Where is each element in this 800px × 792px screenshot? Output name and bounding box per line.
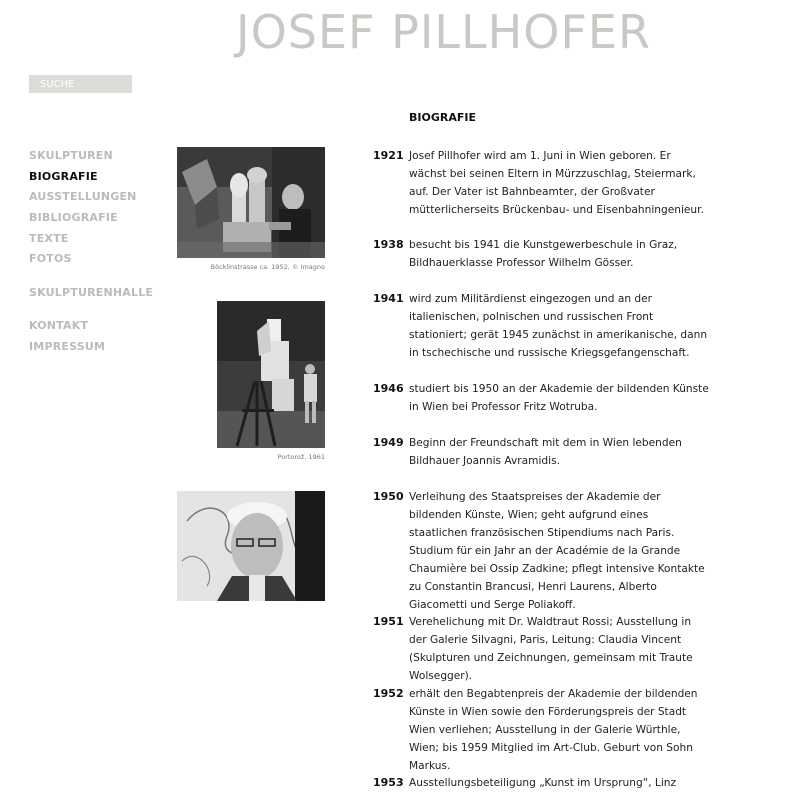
entry-year: 1952: [373, 687, 404, 700]
nav-item-bibliografie[interactable]: BIBLIOGRAFIE: [29, 211, 118, 224]
search-input[interactable]: [29, 75, 132, 93]
nav-item-biografie[interactable]: BIOGRAFIE: [29, 170, 98, 183]
site-title[interactable]: JOSEF PILLHOFER: [236, 5, 651, 59]
entry-text: Verleihung des Staatspreises der Akademie der bildenden Künste, Wien; geht aufgrund eines staatlichen französischen Stipendiums nach Paris. Studium für ein Jahr an der Académie de la Grande Chaumière bei Ossip Zadkine; pflegt intensive Kontakte zu Constantin Brancusi, Henri Laurens, Alberto Giacometti und Serge Poliakoff.: [409, 491, 705, 611]
entry-text: erhält den Begabtenpreis der Akademie der bildenden Künste in Wien sowie den Förderungspreis der Stadt Wien verliehen; Ausstellung in der Galerie Würthle, Wien; bis 1959 Mitglied im Art-Club. Geburt von Sohn Markus.: [409, 688, 698, 772]
nav-item-impressum[interactable]: IMPRESSUM: [29, 340, 106, 353]
nav-item-texte[interactable]: TEXTE: [29, 232, 69, 245]
photo-caption: Portorož, 1961: [277, 453, 325, 461]
photo-portrait: [177, 491, 325, 601]
entry-text: Josef Pillhofer wird am 1. Juni in Wien geboren. Er wächst bei seinen Eltern in Mürzzuschlag, Steiermark, auf. Der Vater ist Bahnbeamter, der Großvater mütterlicherseits Brückenbau- und Eisenbahningenieur.: [409, 150, 704, 216]
nav-item-skulpturenhalle[interactable]: SKULPTURENHALLE: [29, 286, 154, 299]
photo-studio: [177, 147, 325, 258]
entry-year: 1949: [373, 436, 404, 449]
entry-year: 1950: [373, 490, 404, 503]
entry-year: 1941: [373, 292, 404, 305]
entry-text: besucht bis 1941 die Kunstgewerbeschule in Graz, Bildhauerklasse Professor Wilhelm Gösser.: [409, 239, 678, 269]
nav-item-fotos[interactable]: FOTOS: [29, 252, 72, 265]
entry-year: 1921: [373, 149, 404, 162]
entry-text: Beginn der Freundschaft mit dem in Wien lebenden Bildhauer Joannis Avramidis.: [409, 437, 682, 467]
entry-year: 1951: [373, 615, 404, 628]
photo-caption: Böcklinstrasse ca. 1952, © Imagno: [210, 263, 325, 271]
nav-item-ausstellungen[interactable]: AUSSTELLUNGEN: [29, 190, 137, 203]
entry-year: 1938: [373, 238, 404, 251]
nav-item-kontakt[interactable]: KONTAKT: [29, 319, 89, 332]
entry-text: Verehelichung mit Dr. Waldtraut Rossi; Ausstellung in der Galerie Silvagni, Paris, Leitung: Claudia Vincent (Skulpturen und Zeichnungen, gemeinsam mit Traute Wolsegger).: [409, 616, 693, 682]
entry-year: 1953: [373, 776, 404, 789]
entry-text: wird zum Militärdienst eingezogen und an der italienischen, polnischen und russischen Front stationiert; gerät 1945 zunächst in amerikanische, dann in tschechische und russische Kriegsgefangenschaft.: [409, 293, 708, 359]
nav-item-skulpturen[interactable]: SKULPTUREN: [29, 149, 113, 162]
entry-year: 1946: [373, 382, 404, 395]
page-title: BIOGRAFIE: [409, 111, 476, 124]
photo-sculpting: [217, 301, 325, 448]
entry-text: studiert bis 1950 an der Akademie der bildenden Künste in Wien bei Professor Fritz Wotruba.: [409, 383, 709, 413]
entry-text: Ausstellungsbeteiligung „Kunst im Ursprung“, Linz: [409, 777, 677, 789]
